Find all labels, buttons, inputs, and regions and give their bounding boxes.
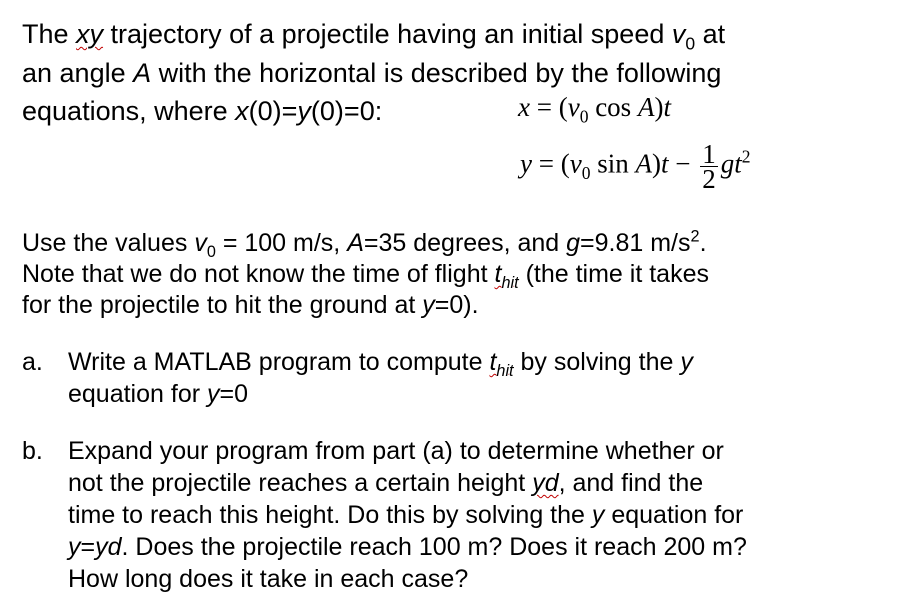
- part-a-line-2: equation for y=0: [68, 380, 249, 408]
- values-line-3: for the projectile to hit the ground at y=0).: [22, 291, 479, 319]
- values-line-2: Note that we do not know the time of flight $t_{hit}$ (the time it takes: [22, 260, 709, 292]
- intro-line-3: equations, where x(0)=y(0)=0:: [22, 96, 383, 126]
- part-b-line-2: not the projectile reaches a certain height yd, and find the: [68, 469, 704, 497]
- intro-line-1: The xy trajectory of a projectile having an initial speed $v_0$ at: [22, 19, 726, 54]
- intro-line-2: an angle A with the horizontal is described by the following: [22, 58, 722, 88]
- part-b-line-3: time to reach this height. Do this by solving the y equation for: [68, 501, 744, 529]
- part-a-marker: a.: [22, 348, 43, 376]
- x-equation: $x = (v_0$ cos A)t: [518, 92, 671, 127]
- values-line-1: Use the values $v_0 = 100$ m/s, A=35 degrees, and g=9.81 $m/s^2$.: [22, 227, 707, 261]
- part-b-line-5: How long does it take in each case?: [68, 565, 469, 593]
- part-b-line-4: y=yd. Does the projectile reach 100 m? Does it reach 200 m?: [68, 533, 747, 561]
- part-b-marker: b.: [22, 437, 43, 465]
- one-half-fraction: $\frac{1}{2}$: [702, 139, 716, 194]
- part-a-line-1: Write a MATLAB program to compute $t_{hit}$ by solving the y: [68, 348, 693, 380]
- part-b-line-1: Expand your program from part (a) to determine whether or: [68, 437, 724, 465]
- y-equation: $y = (v_0$ sin A)t − $\frac{1}{2}$ $gt^2$: [520, 139, 751, 194]
